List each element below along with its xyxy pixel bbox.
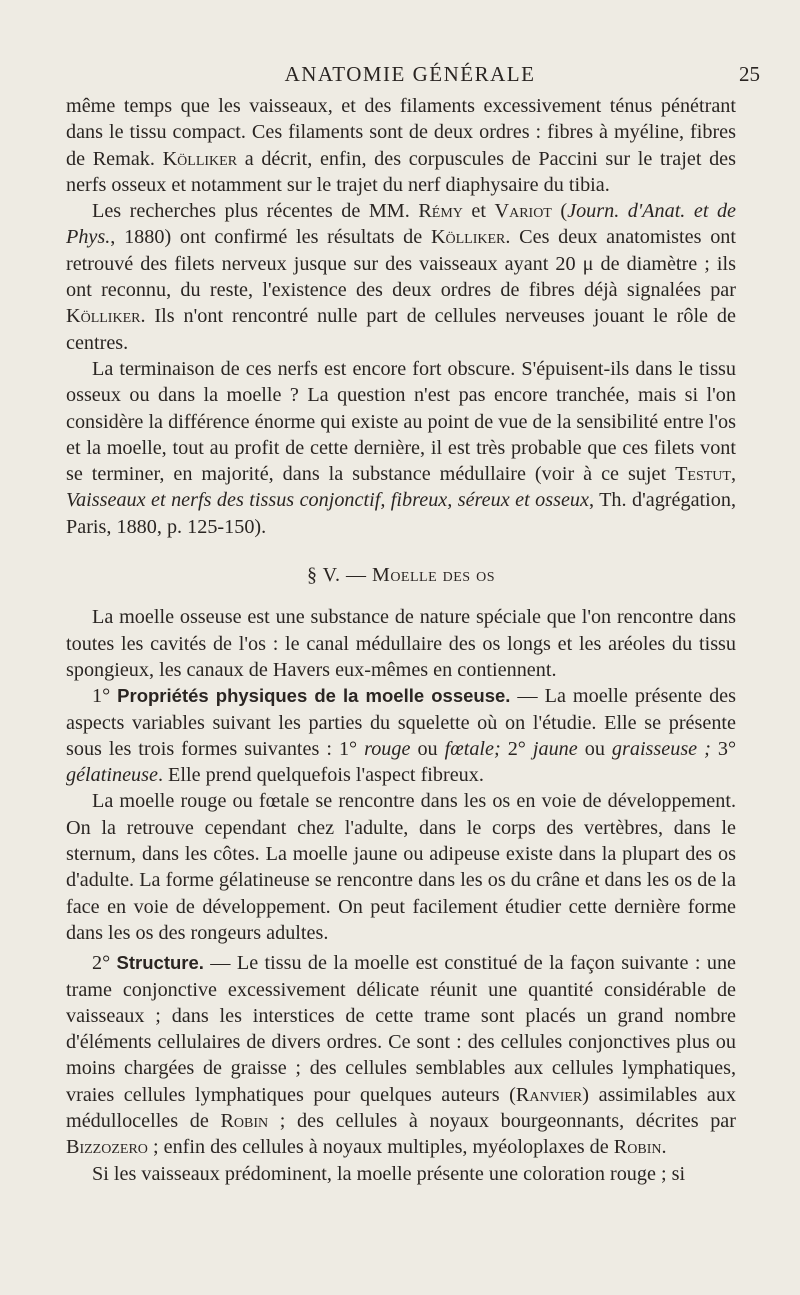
text-run: Les recherches plus récentes de MM. bbox=[92, 200, 419, 223]
thesis-title: Vaisseaux et nerfs des tissus conjonctif, fibreux, séreux et osseux bbox=[66, 489, 589, 512]
text-run: — La moelle présente des aspects variables suivant les parties du squelette où on l'étudie. Elle se présente sous les trois formes suivantes : 1° bbox=[66, 685, 736, 760]
term: jaune bbox=[532, 737, 578, 760]
text-run: a décrit, enfin, des corpuscules de Paccini sur le trajet des nerfs osseux et notamment sur le trajet du nerf diaphysaire du tibia. bbox=[66, 147, 736, 196]
author-name: Robin bbox=[613, 1136, 662, 1159]
text-run: 2° bbox=[500, 737, 533, 760]
journal-title: Journ. d'Anat. et de Phys. bbox=[66, 200, 737, 249]
text-run: ( bbox=[551, 200, 568, 223]
paragraph-2 bbox=[66, 198, 736, 356]
paragraph-6: La moelle rouge ou fœtale se rencontre dans les os en voie de développement. On la retrouve cependant chez l'adulte, dans le corps des vertèbres, dans le sternum, dans les côtes. La moelle jaune ou adipeuse existe dans la plupart des os d'adulte. La forme gélatineuse se rencontre dans les os du crâne et dans les os de la face en voie de développement. On peut facilement étudier cette dernière forme dans les os des rongeurs adultes. bbox=[66, 790, 736, 944]
section-title: Moelle des os bbox=[372, 564, 495, 587]
term: graisseuse ; bbox=[611, 737, 711, 760]
text-run: . Elle prend quelquefois l'aspect fibreux. bbox=[157, 764, 484, 787]
author-name: Kölliker bbox=[66, 305, 141, 328]
paragraph-4: La moelle osseuse est une substance de nature spéciale que l'on rencontre dans toutes les cavités de l'os : le canal médullaire des os longs et les aréoles du tissu spongieux, les canaux de Havers eux-mêmes en contiennent. bbox=[66, 606, 736, 681]
paragraph-3 bbox=[66, 356, 736, 540]
text-run: , bbox=[730, 463, 736, 486]
text-run: ; des cellules à noyaux bourgeonnants, décrites par bbox=[268, 1109, 736, 1132]
subsection-heading: Structure. bbox=[116, 952, 204, 974]
text-run: , 1880) ont confirmé les résultats de bbox=[110, 226, 431, 249]
text-run: — Le tissu de la moelle est constitué de la façon suivante : une trame conjonctive excessivement délicate réunit une quantité considérable de vaisseaux ; dans les interstices de cette trame sont placés un grand nombre d'éléments cellulaires de divers ordres. Ce sont : des cellules conjonctives plus ou moins chargées de graisse ; des cellules semblables aux cellules lymphatiques, vraies cellules lymphatiques pour quelques auteurs ( bbox=[66, 952, 736, 1106]
paragraph-8: Si les vaisseaux prédominent, la moelle présente une coloration rouge ; si bbox=[92, 1162, 686, 1185]
text-run: 2° bbox=[92, 952, 117, 975]
author-name: Kölliker bbox=[162, 147, 238, 170]
text-run: ) assimilables aux médullocelles de bbox=[66, 1083, 736, 1132]
subsection-heading: Propriétés physiques de la moelle osseuse. bbox=[117, 685, 511, 707]
text-run: et bbox=[462, 200, 495, 223]
author-name: Variot bbox=[494, 200, 552, 223]
text-run: 3° bbox=[710, 737, 737, 760]
running-head bbox=[60, 62, 760, 92]
author-name: Robin bbox=[220, 1109, 269, 1132]
body-text bbox=[66, 93, 736, 1187]
text-run: La terminaison de ces nerfs est encore fort obscure. S'épuisent-ils dans le tissu osseux ou dans la moelle ? La question n'est pas encore tranchée, mais si l'on considère la différence énorme qui existe au point de vue de la sensibilité entre l'os et la moelle, tout au profit de cette dernière, il est très probable que ces filets vont se terminer, en majorité, dans la substance médullaire (voir à ce sujet bbox=[66, 357, 736, 486]
term: fœtale; bbox=[444, 737, 501, 760]
paragraph-1 bbox=[66, 93, 736, 198]
paragraph-7 bbox=[66, 950, 736, 1160]
term: gélatineuse bbox=[66, 764, 158, 787]
text-run: ou bbox=[577, 737, 612, 760]
text-run: . Ils n'ont rencontré nulle part de cellules nerveuses jouant le rôle de centres. bbox=[66, 305, 736, 354]
text-run: — bbox=[340, 564, 373, 587]
text-run: . bbox=[661, 1136, 667, 1159]
section-heading bbox=[66, 562, 736, 588]
text-run: ou bbox=[410, 737, 445, 760]
page-number: 25 bbox=[739, 62, 760, 86]
section-number: § V. bbox=[307, 564, 341, 587]
author-name: Rémy bbox=[418, 200, 463, 223]
term: rouge bbox=[364, 737, 411, 760]
author-name: Kölliker bbox=[430, 226, 506, 249]
author-name: Ranvier bbox=[515, 1083, 583, 1106]
text-run: 1° bbox=[92, 685, 118, 708]
running-title: ANATOMIE GÉNÉRALE bbox=[284, 62, 536, 86]
text-run: ; enfin des cellules à noyaux multiples, myéoloplaxes de bbox=[147, 1136, 614, 1159]
text-run: même temps que les vaisseaux, et des filaments excessivement ténus pénétrant dans le tissu compact. Ces filaments sont de deux ordres : fibres à myéline, fibres de Remak. bbox=[66, 95, 736, 170]
author-name: Testut bbox=[675, 463, 731, 486]
text-run: . Ces deux anatomistes ont retrouvé des filets nerveux jusque sur des vaisseaux ayant 20 μ de diamètre ; ils ont reconnu, du reste, l'existence des deux ordres de fibres déjà signalées par bbox=[66, 226, 736, 302]
text-run: , Th. d'agrégation, Paris, 1880, p. 125-150). bbox=[66, 489, 736, 538]
paragraph-5 bbox=[66, 683, 736, 788]
author-name: Bizzozero bbox=[66, 1136, 148, 1159]
